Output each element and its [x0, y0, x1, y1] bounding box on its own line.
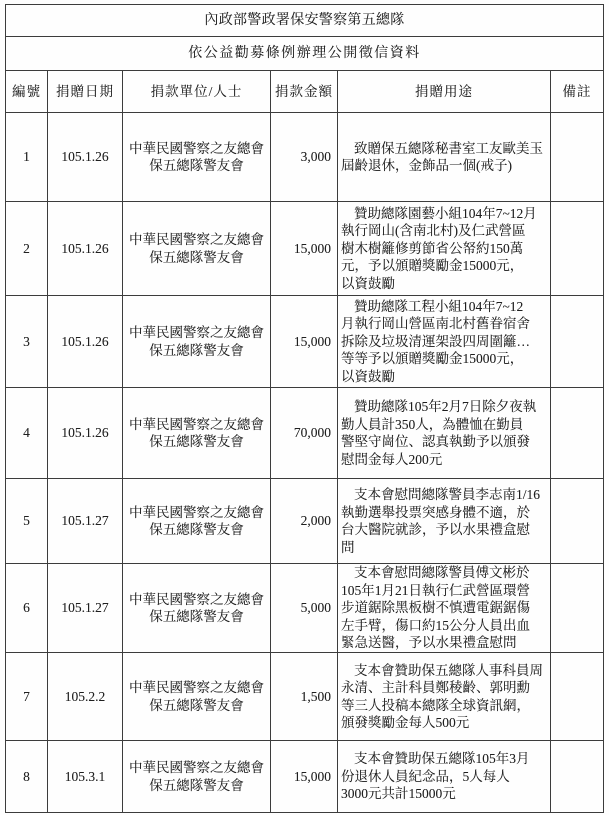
cell-donor — [123, 113, 271, 202]
purpose-line: 樹木樹籬修剪節省公帑約150萬 — [341, 240, 524, 256]
cell-no: 6 — [6, 564, 48, 653]
cell-date: 105.3.1 — [48, 741, 123, 813]
cell-donor — [123, 388, 271, 479]
title-row — [6, 5, 604, 37]
cell-no: 3 — [6, 296, 48, 388]
purpose-line: 警堅守崗位、認真執勤予以頒發 — [341, 434, 530, 449]
table-row — [6, 202, 604, 296]
donor-line: 保五總隊警友會 — [149, 342, 244, 358]
purpose-line: 勤人員計350人，為體恤在勤員 — [341, 416, 524, 432]
donor-line: 中華民國警察之友總會 — [129, 416, 264, 432]
cell-purpose — [338, 479, 551, 564]
cell-date: 105.1.26 — [48, 388, 123, 479]
cell-donor — [123, 479, 271, 564]
purpose-line: 贊助總隊105年2月7日除夕夜執 — [354, 399, 537, 414]
cell-purpose — [338, 113, 551, 202]
header-remarks: 備註 — [551, 71, 604, 113]
cell-amount: 3,000 — [271, 113, 338, 202]
donor-line: 中華民國警察之友總會 — [129, 760, 264, 775]
cell-remarks — [551, 388, 604, 479]
purpose-line: 等等予以頒贈獎勵金15000元， — [341, 351, 524, 367]
donor-line: 保五總隊警友會 — [149, 777, 244, 793]
purpose-line: 105年1月21日執行仁武營區環營 — [341, 582, 530, 598]
donor-line: 中華民國警察之友總會 — [129, 232, 264, 247]
donor-line: 保五總隊警友會 — [149, 158, 244, 173]
purpose-line: 永清、主計科員鄭稜齡、郭明勳 — [341, 680, 530, 695]
cell-amount: 15,000 — [271, 202, 338, 296]
donor-line: 保五總隊警友會 — [149, 697, 244, 713]
purpose-line: 支本會慰問總隊警員傅文彬於 — [354, 565, 530, 581]
purpose-line: 月執行岡山營區南北村舊眷宿舍 — [341, 316, 530, 332]
cell-amount: 15,000 — [271, 741, 338, 813]
cell-donor — [123, 653, 271, 741]
table-row — [6, 479, 604, 564]
cell-purpose — [338, 741, 551, 813]
donor-line: 保五總隊警友會 — [149, 249, 244, 265]
donor-line: 中華民國警察之友總會 — [129, 680, 264, 695]
cell-amount: 5,000 — [271, 564, 338, 653]
table-row — [6, 296, 604, 388]
cell-date: 105.1.26 — [48, 202, 123, 296]
cell-no: 8 — [6, 741, 48, 813]
header-donor: 捐款單位/人士 — [123, 71, 271, 113]
cell-amount: 15,000 — [271, 296, 338, 388]
header-date: 捐贈日期 — [48, 71, 123, 113]
table-row — [6, 113, 604, 202]
cell-no: 5 — [6, 479, 48, 564]
header-no: 編號 — [6, 71, 48, 113]
cell-purpose — [338, 388, 551, 479]
cell-no: 1 — [6, 113, 48, 202]
purpose-line: 致贈保五總隊秘書室工友歐美玉 — [354, 140, 543, 156]
table-row — [6, 564, 604, 653]
purpose-line: 以資鼓勵 — [341, 368, 395, 384]
cell-date: 105.1.27 — [48, 479, 123, 564]
cell-remarks — [551, 113, 604, 202]
donor-line: 中華民國警察之友總會 — [129, 325, 264, 340]
document-title: 內政部警政署保安警察第五總隊 — [6, 5, 604, 37]
cell-no: 4 — [6, 388, 48, 479]
purpose-line: 執行岡山(含南北村)及仁武營區 — [341, 223, 526, 239]
table-row — [6, 653, 604, 741]
cell-remarks — [551, 741, 604, 813]
purpose-line: 緊急送醫，予以水果禮盒慰問 — [341, 635, 517, 651]
purpose-line: 執勤選舉投票突感身體不適，於 — [341, 504, 530, 520]
header-row — [6, 71, 604, 113]
subtitle-row — [6, 37, 604, 71]
cell-remarks — [551, 653, 604, 741]
table-row — [6, 388, 604, 479]
cell-date: 105.1.27 — [48, 564, 123, 653]
purpose-line: 3000元共計15000元 — [341, 786, 456, 802]
purpose-line: 頒發獎勵金每人500元 — [341, 715, 470, 730]
cell-purpose — [338, 202, 551, 296]
cell-no: 2 — [6, 202, 48, 296]
purpose-line: 左手臂，傷口約15公分人員出血 — [341, 617, 530, 633]
purpose-line: 支本會贊助保五總隊人事科員周 — [354, 662, 543, 678]
document-subtitle: 依公益勸募條例辦理公開徵信資料 — [6, 37, 604, 71]
purpose-line: 慰問金每人200元 — [341, 451, 443, 467]
purpose-line: 以資鼓勵 — [341, 275, 395, 291]
donor-line: 保五總隊警友會 — [149, 609, 244, 624]
donor-line: 保五總隊警友會 — [149, 434, 244, 449]
header-amount: 捐款金額 — [271, 71, 338, 113]
cell-donor — [123, 564, 271, 653]
purpose-line: 支本會慰問總隊警員李志南1/16 — [354, 487, 541, 502]
cell-no: 7 — [6, 653, 48, 741]
purpose-line: 支本會贊助保五總隊105年3月 — [354, 751, 530, 767]
purpose-line: 份退休人員紀念品，5人每人 — [341, 768, 510, 784]
cell-date: 105.1.26 — [48, 113, 123, 202]
purpose-line: 步道鋸除黑板樹不慎遭電鋸鋸傷 — [341, 600, 530, 616]
purpose-line: 等三人投稿本總隊全球資訊網， — [341, 697, 530, 713]
cell-date: 105.2.2 — [48, 653, 123, 741]
donation-disclosure-table — [5, 4, 604, 813]
cell-date: 105.1.26 — [48, 296, 123, 388]
donor-line: 中華民國警察之友總會 — [129, 140, 264, 156]
cell-amount: 70,000 — [271, 388, 338, 479]
table-row — [6, 741, 604, 813]
cell-remarks — [551, 564, 604, 653]
purpose-line: 贊助總隊園藝小組104年7~12月 — [354, 205, 537, 221]
cell-donor — [123, 296, 271, 388]
donor-line: 中華民國警察之友總會 — [129, 504, 264, 520]
cell-purpose — [338, 564, 551, 653]
purpose-line: 問 — [341, 539, 355, 555]
purpose-line: 贊助總隊工程小組104年7~12 — [354, 298, 524, 314]
cell-remarks — [551, 202, 604, 296]
purpose-line: 屆齡退休，金飾品一個(戒子) — [341, 158, 512, 173]
purpose-line: 拆除及垃圾清運架設四周圍籬… — [341, 333, 530, 349]
header-purpose: 捐贈用途 — [338, 71, 551, 113]
purpose-line: 元，予以頒贈獎勵金15000元， — [341, 258, 524, 274]
cell-remarks — [551, 296, 604, 388]
cell-amount: 2,000 — [271, 479, 338, 564]
donor-line: 保五總隊警友會 — [149, 522, 244, 537]
cell-donor — [123, 741, 271, 813]
purpose-line: 台大醫院就診，予以水果禮盒慰 — [341, 522, 530, 537]
donor-line: 中華民國警察之友總會 — [129, 591, 264, 607]
cell-amount: 1,500 — [271, 653, 338, 741]
cell-purpose — [338, 653, 551, 741]
cell-remarks — [551, 479, 604, 564]
cell-purpose — [338, 296, 551, 388]
cell-donor — [123, 202, 271, 296]
